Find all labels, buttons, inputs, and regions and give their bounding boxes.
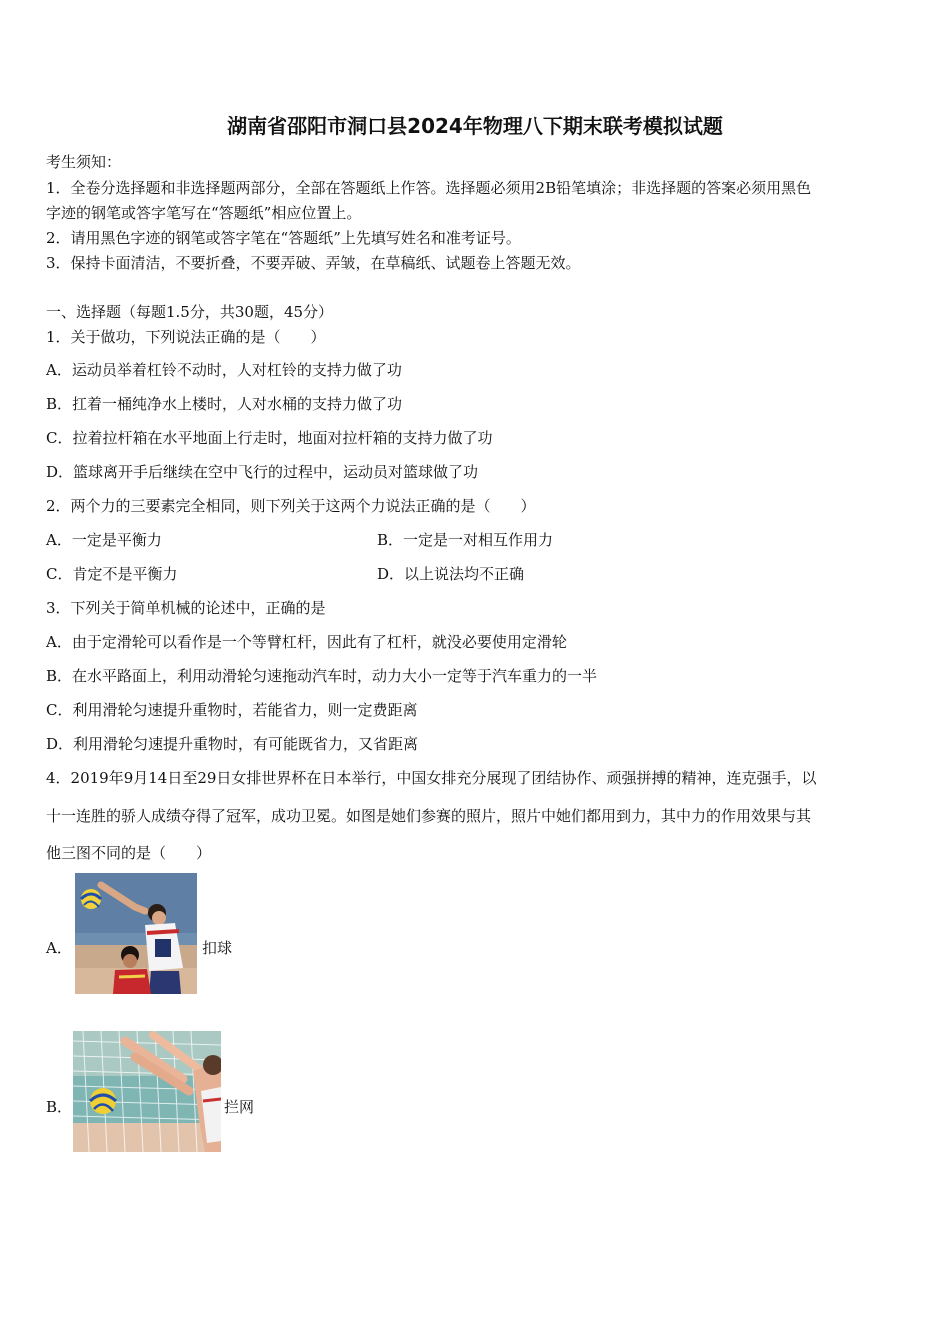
- q2-option-b: B．一定是一对相互作用力: [377, 531, 554, 549]
- q2-option-d: D．以上说法均不正确: [377, 565, 525, 583]
- q3-stem: 3．下列关于简单机械的论述中，正确的是: [46, 599, 326, 617]
- notice-item-1-cont: 字迹的钢笔或答字笔写在“答题纸”相应位置上。: [46, 204, 362, 222]
- q2-option-c: C．肯定不是平衡力: [46, 565, 178, 583]
- q4-stem-line-3: 他三图不同的是（ ）: [46, 844, 212, 862]
- q1-option-d: D．篮球离开手后继续在空中飞行的过程中，运动员对篮球做了功: [46, 463, 479, 481]
- spike-photo: [75, 873, 197, 994]
- q4-stem-line-2: 十一连胜的骄人成绩夺得了冠军，成功卫冕。如图是她们参赛的照片，照片中她们都用到力，其中力的作用效果与其: [46, 807, 812, 825]
- section-heading: 一、选择题（每题1.5分，共30题，45分）: [46, 303, 334, 321]
- q1-option-a: A．运动员举着杠铃不动时，人对杠铃的支持力做了功: [46, 361, 402, 379]
- q3-option-d: D．利用滑轮匀速提升重物时，有可能既省力，又省距离: [46, 735, 419, 753]
- page-title: 湖南省邵阳市洞口县2024年物理八下期末联考模拟试题: [227, 114, 723, 138]
- q1-option-b: B．扛着一桶纯净水上楼时，人对水桶的支持力做了功: [46, 395, 403, 413]
- block-photo: [73, 1031, 221, 1152]
- q4-stem-line-1: 4．2019年9月14日至29日女排世界杯在日本举行，中国女排充分展现了团结协作、顽强拼搏的精神，连克强手，以: [46, 769, 817, 787]
- q4-option-b-caption: 拦网: [224, 1098, 255, 1116]
- q3-option-c: C．利用滑轮匀速提升重物时，若能省力，则一定费距离: [46, 701, 418, 719]
- notice-item-1: 1．全卷分选择题和非选择题两部分，全部在答题纸上作答。选择题必须用2B铅笔填涂；非选择题的答案必须用黑色: [46, 179, 812, 197]
- notice-item-2: 2．请用黑色字迹的钢笔或答字笔在“答题纸”上先填写姓名和准考证号。: [46, 229, 521, 247]
- q3-option-b: B．在水平路面上，利用动滑轮匀速拖动汽车时，动力大小一定等于汽车重力的一半: [46, 667, 598, 685]
- notice-heading: 考生须知：: [46, 153, 122, 171]
- q2-option-a: A．一定是平衡力: [46, 531, 162, 549]
- q4-option-a-letter: A．: [46, 939, 72, 957]
- q1-stem: 1．关于做功，下列说法正确的是（ ）: [46, 328, 326, 346]
- q1-option-c: C．拉着拉杆箱在水平地面上行走时，地面对拉杆箱的支持力做了功: [46, 429, 493, 447]
- q4-option-b-letter: B．: [46, 1098, 73, 1116]
- q3-option-a: A．由于定滑轮可以看作是一个等臂杠杆，因此有了杠杆，就没必要使用定滑轮: [46, 633, 567, 651]
- notice-item-3: 3．保持卡面清洁，不要折叠，不要弄破、弄皱，在草稿纸、试题卷上答题无效。: [46, 254, 581, 272]
- q2-stem: 2．两个力的三要素完全相同，则下列关于这两个力说法正确的是（ ）: [46, 497, 536, 515]
- q4-option-a-caption: 扣球: [202, 939, 233, 957]
